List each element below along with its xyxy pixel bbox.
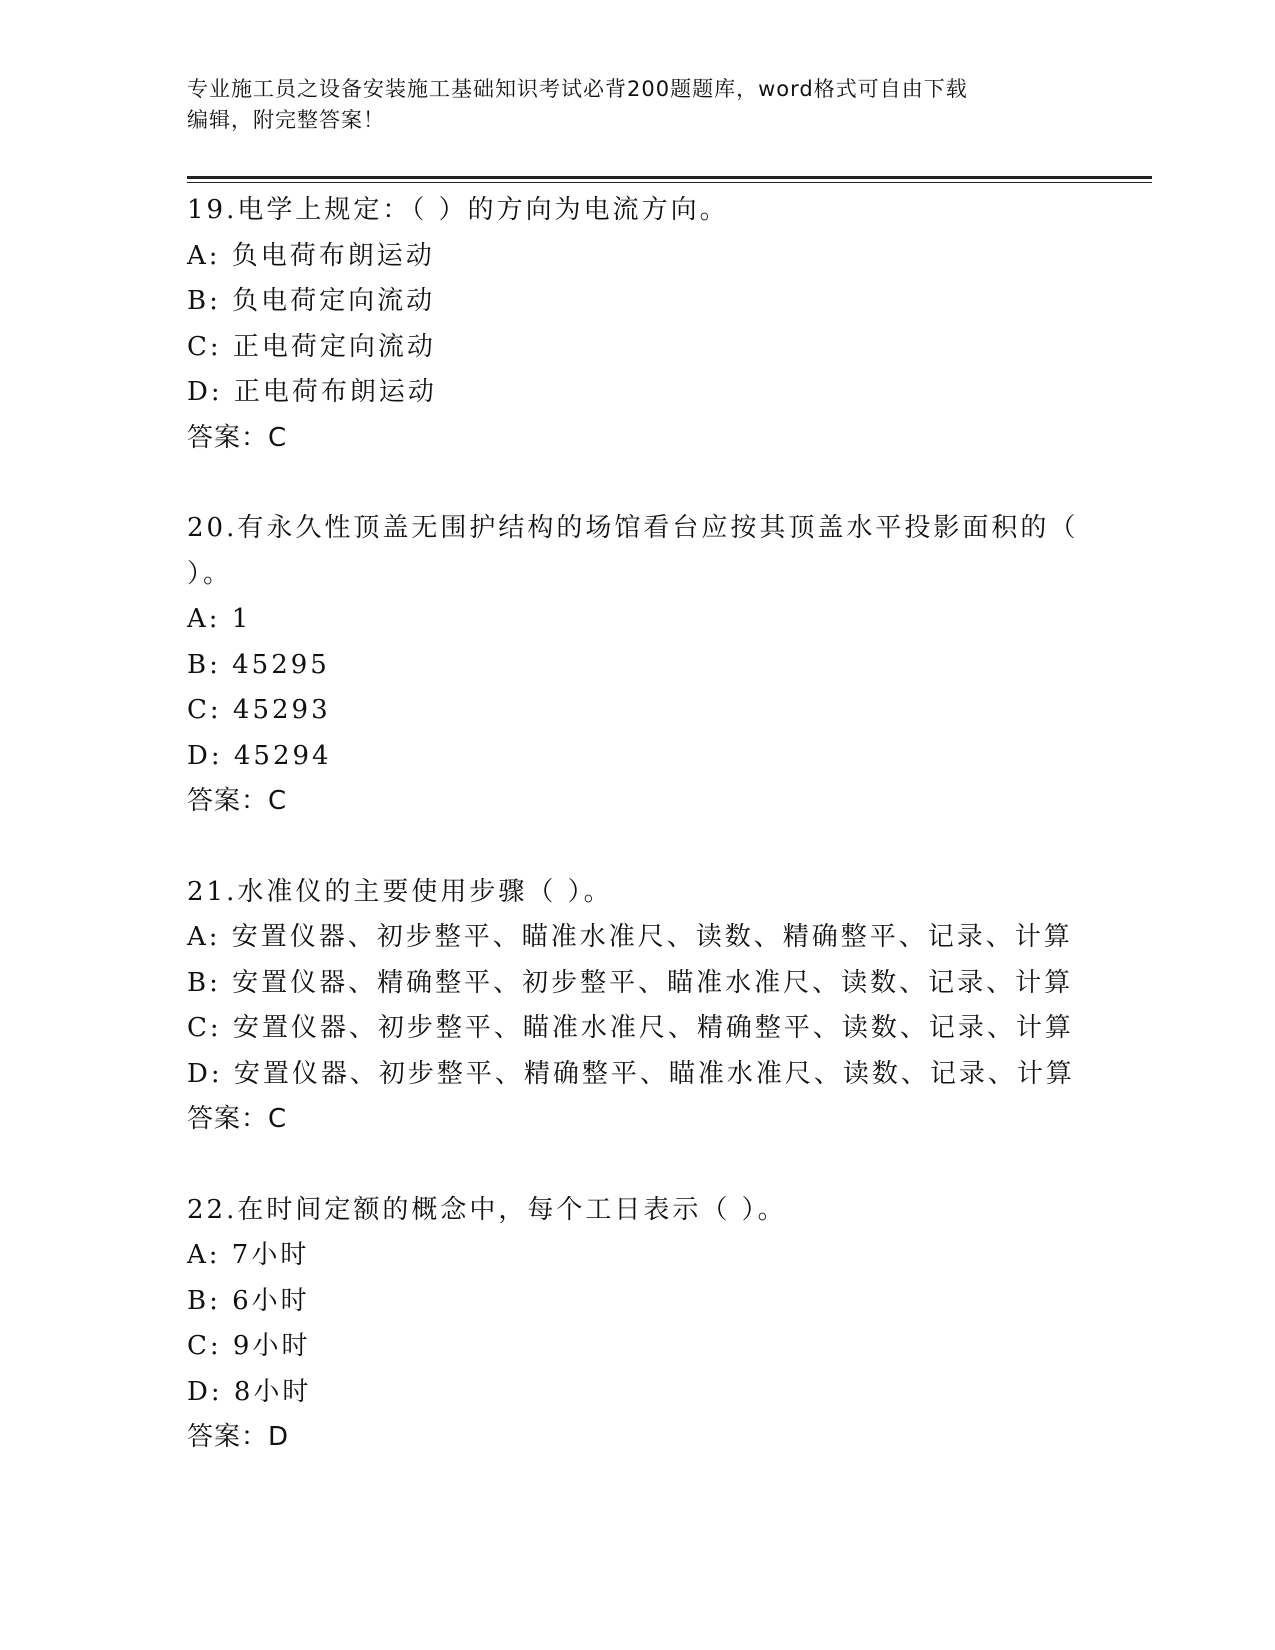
option-c: C: 安置仪器、初步整平、瞄准水准尺、精确整平、读数、记录、计算 [187,1013,1074,1043]
header-divider-thick [187,176,1152,179]
question-stem: 19.电学上规定：（ ）的方向为电流方向。 [187,195,729,225]
option-b: B: 安置仪器、精确整平、初步整平、瞄准水准尺、读数、记录、计算 [187,967,1074,998]
option-a: A: 负电荷布朗运动 [187,240,435,271]
option-b: B: 45295 [187,649,330,680]
header-title-line-2: 编辑，附完整答案！ [187,108,385,132]
option-d: D: 45294 [187,740,332,771]
header-title-line-1: 专业施工员之设备安装施工基础知识考试必背200题题库，word格式可自由下载 [187,77,968,101]
question-21 [187,870,1087,1143]
option-d: D: 正电荷布朗运动 [187,377,437,407]
option-a: A: 安置仪器、初步整平、瞄准水准尺、读数、精确整平、记录、计算 [187,922,1073,952]
question-stem: 21.水准仪的主要使用步骤（ ）。 [187,876,613,907]
question-stem-line-2: ）。 [187,558,233,589]
question-spacer [187,461,1087,506]
question-spacer [187,1143,1087,1188]
option-d: D: 安置仪器、初步整平、精确整平、瞄准水准尺、读数、记录、计算 [187,1058,1075,1089]
option-a: A: 7小时 [187,1240,310,1270]
question-list [187,188,1087,1461]
option-c: C: 正电荷定向流动 [187,331,436,362]
option-a: A: 1 [187,604,252,634]
option-c: C: 9小时 [187,1331,311,1361]
document-header [187,74,1067,136]
answer-line: 答案：C [187,786,288,816]
question-20 [187,506,1087,825]
question-19 [187,188,1087,461]
question-spacer [187,825,1087,870]
option-b: B: 负电荷定向流动 [187,286,436,316]
header-divider-thin [187,182,1152,183]
option-b: B: 6小时 [187,1285,310,1316]
option-d: D: 8小时 [187,1376,312,1407]
answer-line: 答案：C [187,1104,288,1134]
question-22 [187,1188,1087,1461]
answer-line: 答案：C [187,422,288,453]
answer-line: 答案：D [187,1422,290,1452]
option-c: C: 45293 [187,695,331,725]
question-stem-line-1: 20.有永久性顶盖无围护结构的场馆看台应按其顶盖水平投影面积的（ [187,513,1079,543]
question-stem: 22.在时间定额的概念中，每个工日表示（ ）。 [187,1194,787,1225]
